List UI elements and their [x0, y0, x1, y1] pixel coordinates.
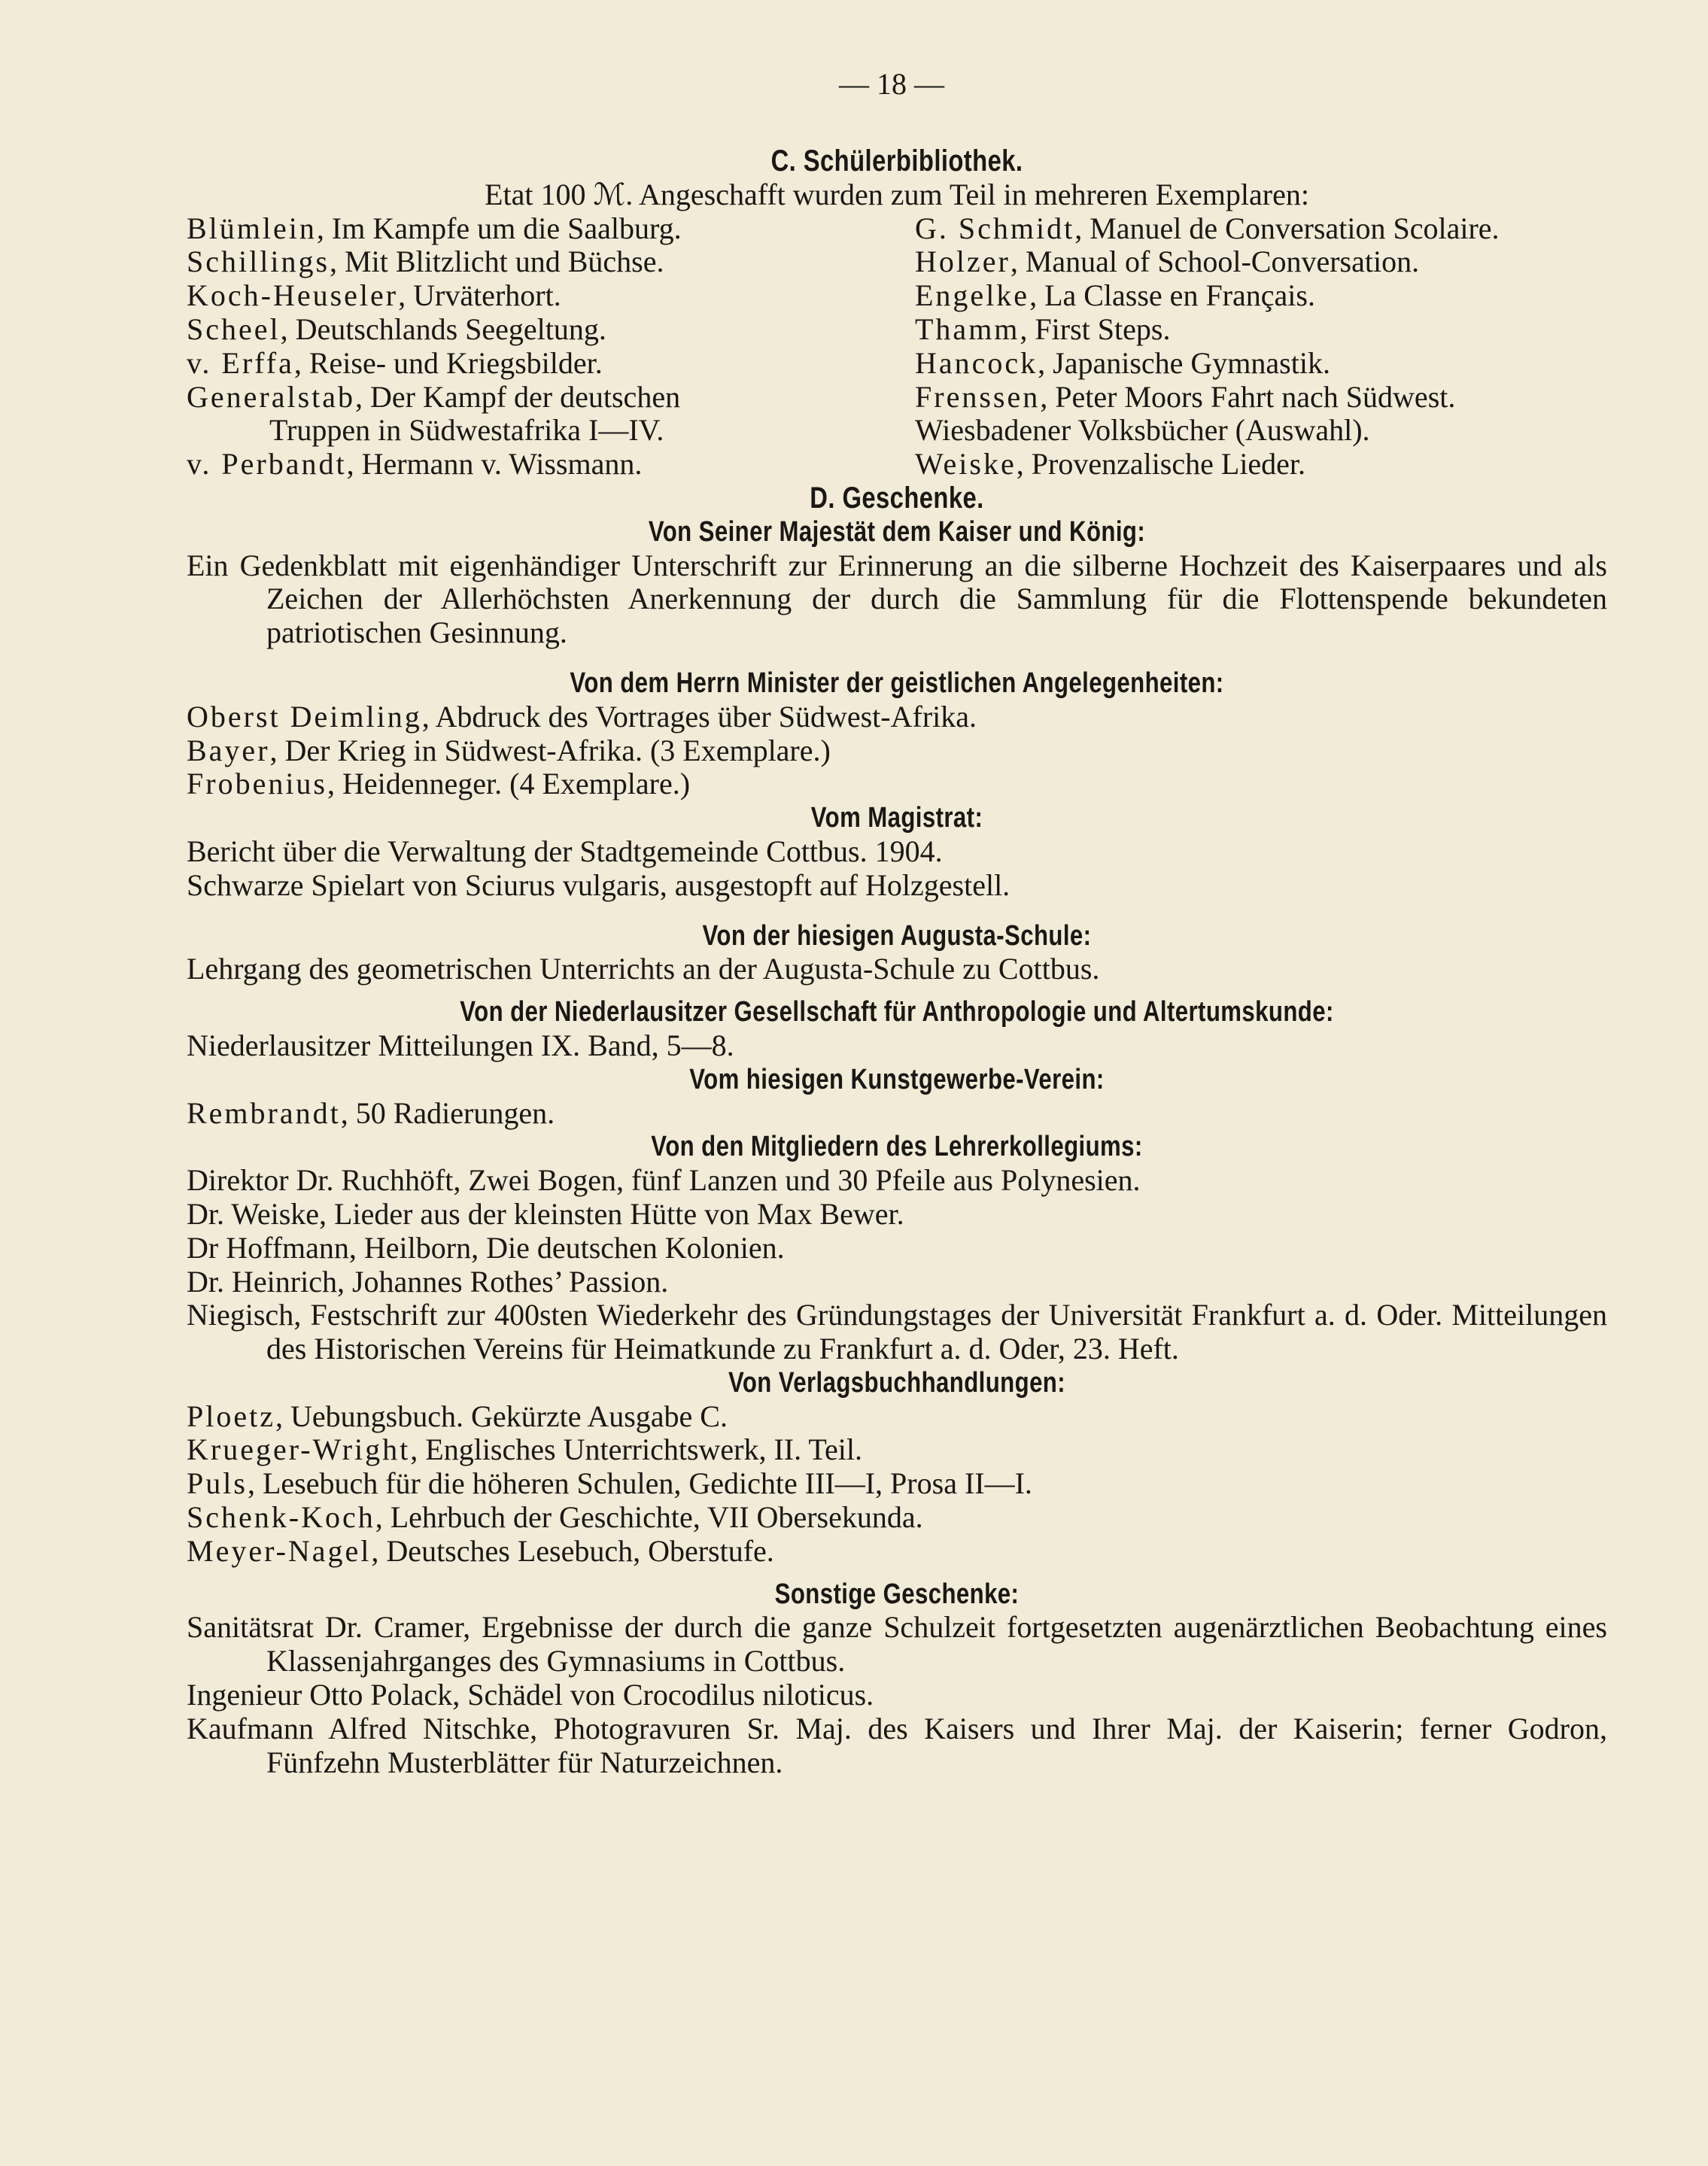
kunst-heading: Vom hiesigen Kunstgewerbe-Verein: [689, 1063, 1105, 1095]
list-item [915, 279, 1607, 313]
list-item: Lehrgang des geometrischen Unterrichts an der Augusta-Schule zu Cottbus. [187, 952, 1100, 986]
kaiser-text: Ein Gedenkblatt mit eigenhändiger Unterschrift zur Erinnerung an die silberne Hochzeit des Kaiserpaares und als Zeichen der Allerhöchsten Anerkennung der durch die Sammlung für die Flottenspende bekundeten patriotischen Gesinnung. [187, 548, 1607, 650]
author-name: Rembrandt [187, 1095, 341, 1130]
magistrat-list [187, 835, 1607, 903]
author-name: Ploetz [187, 1399, 275, 1433]
list-item [915, 212, 1607, 246]
author-name: Schenk-Koch [187, 1500, 375, 1535]
author-name: Puls [187, 1466, 248, 1501]
list-item [915, 381, 1607, 415]
author-name: Weiske [915, 447, 1017, 482]
minister-heading: Von dem Herrn Minister der geistlichen Angelegenheiten: [570, 667, 1224, 699]
entry-text: , Uebungsbuch. Gekürzte Ausgabe C. [275, 1399, 728, 1433]
list-item: Ingenieur Otto Polack, Schädel von Crocodilus niloticus. [187, 1678, 874, 1712]
author-name: Scheel [187, 311, 281, 346]
list-item: Niederlausitzer Mitteilungen IX. Band, 5—8. [187, 1028, 734, 1062]
entry-text: , Reise- und Kriegsbilder. [293, 345, 603, 380]
list-item [915, 313, 1607, 347]
entry-text: , Lesebuch für die höheren Schulen, Gedichte III—I, Prosa II—I. [247, 1466, 1032, 1501]
list-item [187, 734, 1607, 768]
list-item [915, 414, 1607, 448]
kunst-list [187, 1097, 1607, 1131]
list-item [187, 1097, 1607, 1131]
entry-text: , Heidenneger. (4 Exemplare.) [327, 767, 691, 801]
author-name: Krueger-Wright [187, 1432, 411, 1467]
list-item: Kaufmann Alfred Nitschke, Photogravuren Sr. Maj. des Kaisers und Ihrer Maj. der Kaiserin; ferner Godron, Fünfzehn Musterblätter für Naturzeichnen. [187, 1711, 1607, 1779]
etat-line: Etat 100 ℳ. Angeschafft wurden zum Teil in mehreren Exemplaren: [485, 177, 1309, 211]
author-name: Blümlein [187, 211, 317, 245]
list-item [915, 245, 1607, 279]
entry-text: , Der Krieg in Südwest-Afrika. (3 Exemplare.) [269, 733, 831, 767]
list-item [187, 1433, 1607, 1467]
entry-text: , Mit Blitzlicht und Büchse. [330, 245, 664, 279]
list-item [187, 381, 897, 415]
section-heading-c: C. Schülerbibliothek. [770, 144, 1023, 178]
entry-text: , Japanische Gymnastik. [1038, 345, 1330, 380]
entry-text: Truppen in Südwestafrika I—IV. [269, 413, 664, 448]
library-columns [187, 212, 1607, 482]
entry-text: Wiesbadener Volksbücher (Auswahl). [915, 413, 1370, 448]
entry-text: , Manual of School-Conversation. [1010, 245, 1420, 279]
entry-text: , Im Kampfe um die Saalburg. [316, 211, 682, 245]
list-item: Dr Hoffmann, Heilborn, Die deutschen Kolonien. [187, 1230, 785, 1265]
author-name: Bayer [187, 733, 270, 767]
entry-text: , Deutsches Lesebuch, Oberstufe. [371, 1533, 774, 1568]
list-item [187, 245, 897, 279]
list-item: Direktor Dr. Ruchhöft, Zwei Bogen, fünf Lanzen und 30 Pfeile aus Polynesien. [187, 1163, 1141, 1198]
list-item: Schwarze Spielart von Sciurus vulgaris, ausgestopft auf Holzgestell. [187, 867, 1011, 902]
entry-text: , Hermann v. Wissmann. [346, 447, 643, 482]
library-left-column [187, 212, 897, 482]
entry-text: , Provenzalische Lieder. [1016, 447, 1306, 482]
entry-text: , Manuel de Conversation Scolaire. [1074, 211, 1500, 245]
entry-text: , Englisches Unterrichtswerk, II. Teil. [410, 1432, 863, 1467]
list-item [187, 212, 897, 246]
section-heading-d: D. Geschenke. [810, 481, 984, 515]
kollegium-list [187, 1164, 1607, 1366]
magistrat-heading: Vom Magistrat: [810, 802, 983, 834]
author-name: Engelke [915, 278, 1030, 313]
list-item [187, 1501, 1607, 1535]
entry-text: , Urväterhort. [398, 278, 561, 313]
sonstige-heading: Sonstige Geschenke: [774, 1578, 1020, 1610]
author-name: G. Schmidt [915, 211, 1075, 245]
niederlausitz-heading: Von der Niederlausitzer Gesellschaft für Anthropologie und Altertumskunde: [460, 996, 1334, 1028]
augusta-heading: Von der hiesigen Augusta-Schule: [702, 919, 1092, 952]
entry-text: , Lehrbuch der Geschichte, VII Obersekunda. [375, 1500, 923, 1535]
entry-text: , Peter Moors Fahrt nach Südwest. [1040, 379, 1456, 414]
author-name: Koch-Heuseler [187, 278, 399, 313]
list-item [187, 347, 897, 381]
list-item [187, 767, 1607, 801]
entry-text: , 50 Radierungen. [340, 1095, 555, 1130]
list-item [915, 347, 1607, 381]
verlag-heading: Von Verlagsbuchhandlungen: [728, 1366, 1066, 1399]
author-name: Hancock [915, 345, 1038, 380]
page-number: — 18 — [839, 67, 944, 101]
list-item: Bericht über die Verwaltung der Stadtgemeinde Cottbus. 1904. [187, 834, 943, 868]
author-name: Meyer-Nagel [187, 1533, 372, 1568]
author-name: Frenssen [915, 379, 1041, 414]
author-name: Oberst Deimling [187, 699, 422, 734]
kaiser-heading: Von Seiner Majestät dem Kaiser und König: [648, 515, 1146, 548]
author-name: Frobenius [187, 767, 327, 801]
author-name: Thamm [915, 311, 1020, 346]
author-name: Schillings [187, 245, 330, 279]
list-item [187, 1535, 1607, 1569]
niederlausitz-list [187, 1029, 1607, 1063]
minister-list [187, 700, 1607, 801]
list-item [187, 313, 897, 347]
author-name: Holzer [915, 245, 1011, 279]
list-item [187, 414, 897, 448]
list-item [187, 1467, 1607, 1501]
entry-text: , Abdruck des Vortrages über Südwest-Afrika. [421, 699, 977, 734]
list-item: Dr. Weiske, Lieder aus der kleinsten Hütte von Max Bewer. [187, 1196, 904, 1231]
list-item: Niegisch, Festschrift zur 400sten Wiederkehr des Gründungstages der Universität Frankfurt a. d. Oder. Mitteilungen des Historischen Vereins für Heimatkunde zu Frankfurt a. d. Oder, 23. Heft. [187, 1298, 1607, 1366]
list-item: Sanitätsrat Dr. Cramer, Ergebnisse der durch die ganze Schulzeit fortgesetzten augenärztlichen Beobachtung eines Klassenjahrganges des Gymnasiums in Cottbus. [187, 1610, 1607, 1678]
entry-text: , Deutschlands Seegeltung. [280, 311, 606, 346]
author-name: v. Erffa [187, 345, 294, 380]
list-item: Dr. Heinrich, Johannes Rothes’ Passion. [187, 1264, 669, 1299]
verlag-list [187, 1400, 1607, 1569]
entry-text: , Der Kampf der deutschen [355, 379, 681, 414]
list-item [187, 279, 897, 313]
entry-text: , La Classe en Français. [1029, 278, 1315, 313]
augusta-list [187, 952, 1607, 986]
library-right-column [897, 212, 1607, 482]
list-item [187, 448, 897, 482]
list-item [915, 448, 1607, 482]
author-name: Generalstab [187, 379, 356, 414]
list-item [187, 700, 1607, 734]
sonstige-list [187, 1611, 1607, 1779]
page-content [187, 144, 1607, 1779]
kollegium-heading: Von den Mitgliedern des Lehrerkollegiums: [651, 1131, 1143, 1163]
list-item [187, 1400, 1607, 1434]
author-name: v. Perbandt [187, 447, 347, 482]
entry-text: , First Steps. [1020, 311, 1171, 346]
